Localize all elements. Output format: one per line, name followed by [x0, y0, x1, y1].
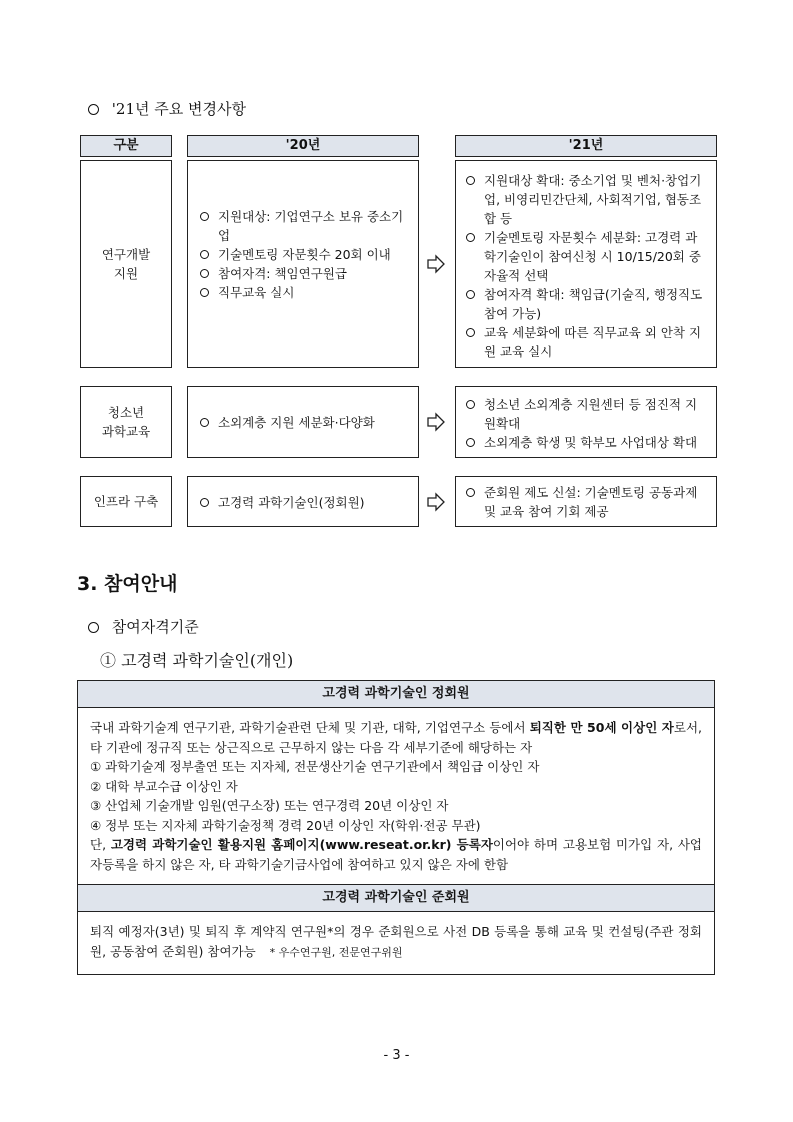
row1-category-line1: 연구개발	[101, 247, 151, 262]
row3-2021-cell	[455, 476, 717, 527]
circle-bullet-icon	[88, 104, 99, 115]
criteria-item: ② 대학 부교수급 이상인 자	[90, 778, 238, 794]
list-item: 고경력 과학기술인(정회원)	[198, 493, 408, 512]
row2-2020-cell	[187, 386, 419, 458]
row3-category: 인프라 구축	[80, 476, 172, 527]
item-title: ① 고경력 과학기술인(개인)	[100, 651, 294, 670]
list-item: 소외계층 지원 세분화·다양화	[198, 413, 408, 432]
criteria-item: ① 과학기술계 정부출연 또는 지자체, 전문생산기술 연구기관에서 책임급 이상인 자	[90, 759, 540, 774]
row2-category-line2: 과학교육	[101, 424, 151, 439]
list-item: 지원대상: 기업연구소 보유 중소기업	[198, 207, 408, 245]
list-item: 기술멘토링 자문횟수 20회 이내	[198, 245, 408, 264]
associate-member-body	[78, 912, 714, 974]
registration-note	[90, 835, 702, 874]
regular-intro	[90, 718, 702, 757]
criteria-item: ③ 산업체 기술개발 임원(연구소장) 또는 연구경력 20년 이상인 자	[90, 798, 449, 813]
row2-2021-cell	[455, 386, 717, 458]
eligibility-subtitle-text: 참여자격기준	[111, 618, 199, 636]
row3-2020-cell	[187, 476, 419, 527]
note-text: 이어야 하며 고용보험 미가입 자, 사업자등록을 하지 않은 자, 타 과학기술기금사업에 참여하고 있지 않은 자에 한함	[90, 837, 702, 872]
section3-heading: 3. 참여안내	[77, 573, 178, 595]
list-item: 준회원 제도 신설: 기술멘토링 공동과제 및 교육 참여 기회 제공	[464, 483, 708, 521]
regular-member-body	[78, 708, 714, 885]
regular-intro-emphasis: 퇴직한 만 50세 이상인 자	[529, 720, 674, 735]
row2-category-line1: 청소년	[107, 405, 145, 420]
list-item: 소외계층 학생 및 학부모 사업대상 확대	[464, 433, 708, 452]
row1-category	[80, 160, 172, 368]
row1-2021-cell	[455, 160, 717, 368]
regular-intro-text-end: 로서, 타 기관에 정규직 또는 상근직으로 근무하지 않는 다음 각 세부기준에 해당하는 자	[90, 720, 702, 755]
list-item: 기술멘토링 자문횟수 세분화: 고경력 과학기술인이 참여신청 시 10/15/20회 중 자율적 선택	[464, 228, 708, 285]
header-2020: '20년	[187, 135, 419, 157]
arrow-right-icon	[426, 412, 446, 432]
list-item: 청소년 소외계층 지원센터 등 점진적 지원확대	[464, 395, 708, 433]
associate-member-header: 고경력 과학기술인 준회원	[78, 885, 714, 912]
header-category: 구분	[80, 135, 172, 157]
list-item: 직무교육 실시	[198, 283, 408, 302]
list-item: 참여자격 확대: 책임급(기술직, 행정직도 참여 가능)	[464, 285, 708, 323]
arrow-right-icon	[426, 492, 446, 512]
list-item: 참여자격: 책임연구원급	[198, 264, 408, 283]
list-item: 지원대상 확대: 중소기업 및 벤처·창업기업, 비영리민간단체, 사회적기업, 협동조합 등	[464, 171, 708, 228]
changes-title	[88, 98, 246, 120]
regular-member-header: 고경력 과학기술인 정회원	[78, 681, 714, 708]
row2-category	[80, 386, 172, 458]
row1-2020-cell	[187, 160, 419, 368]
associate-footnote: * 우수연구원, 전문연구위원	[269, 945, 403, 959]
note-emphasis: 고경력 과학기술인 활용지원 홈페이지(www.reseat.or.kr) 등록자	[110, 837, 493, 852]
regular-intro-text: 국내 과학기술계 연구기관, 과학기술관련 단체 및 기관, 대학, 기업연구소 등에서	[90, 720, 530, 735]
circle-bullet-icon	[88, 622, 99, 633]
page-number: - 3 -	[383, 1048, 410, 1063]
list-item: 교육 세분화에 따른 직무교육 외 안착 지원 교육 실시	[464, 323, 708, 361]
eligibility-table	[77, 680, 715, 975]
criteria-item: ④ 정부 또는 지자체 과학기술정책 경력 20년 이상인 자(학위·전공 무관)	[90, 817, 481, 833]
row1-category-line2: 지원	[113, 266, 139, 281]
note-prefix: 단,	[90, 837, 111, 852]
header-2021: '21년	[455, 135, 717, 157]
arrow-right-icon	[426, 254, 446, 274]
changes-title-text: '21년 주요 변경사항	[111, 100, 246, 118]
eligibility-subtitle	[88, 616, 199, 638]
associate-text: 퇴직 예정자(3년) 및 퇴직 후 계약직 연구원*의 경우 준회원으로 사전 DB 등록을 통해 교육 및 컨설팅(주관 정회원, 공동참여 준회원) 참여가능	[90, 924, 702, 959]
